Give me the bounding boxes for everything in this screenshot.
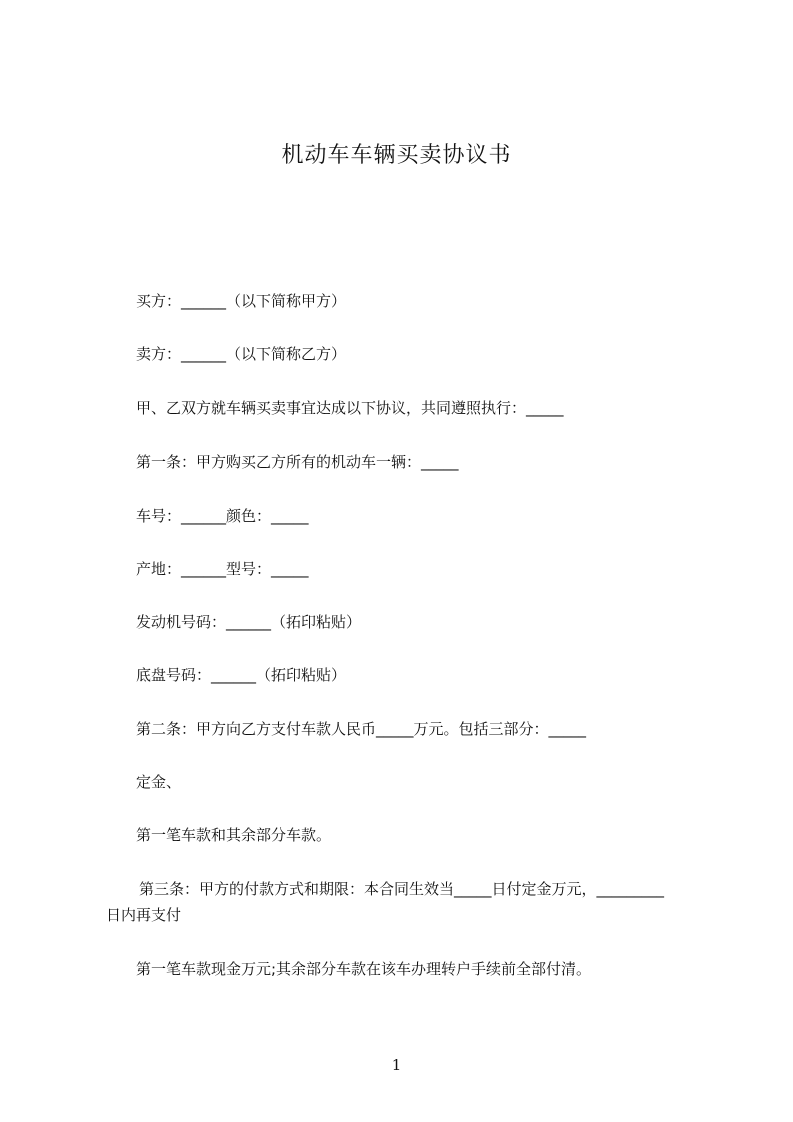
engine-number-line: 发动机号码：______（拓印粘贴） [136,613,362,631]
seller-line: 卖方：______（以下简称乙方） [136,345,347,363]
article-3: 第三条：甲方的付款方式和期限：本合同生效当_____日付定金万元，_________ [139,880,665,898]
agreement-intro: 甲、乙双方就车辆买卖事宜达成以下协议，共同遵照执行：_____ [136,399,564,417]
article-2: 第二条：甲方向乙方支付车款人民币_____万元。包括三部分：_____ [136,720,587,738]
article-1: 第一条：甲方购买乙方所有的机动车一辆：_____ [136,453,459,471]
page-number: 1 [391,1056,402,1074]
installments-line: 第一笔车款和其余部分车款。 [136,826,332,844]
plate-color-line: 车号：______颜色：_____ [136,507,309,525]
chassis-number-line: 底盘号码：______（拓印粘贴） [136,666,347,684]
origin-model-line: 产地：______型号：_____ [136,560,309,578]
payment-terms-line: 第一笔车款现金万元;其余部分车款在该车办理转户手续前全部付清。 [136,960,592,978]
buyer-line: 买方：______（以下简称甲方） [136,292,347,310]
article-3-continued: 日内再支付 [106,906,182,924]
document-title: 机动车车辆买卖协议书 [281,143,512,168]
deposit-line: 定金、 [136,773,182,791]
